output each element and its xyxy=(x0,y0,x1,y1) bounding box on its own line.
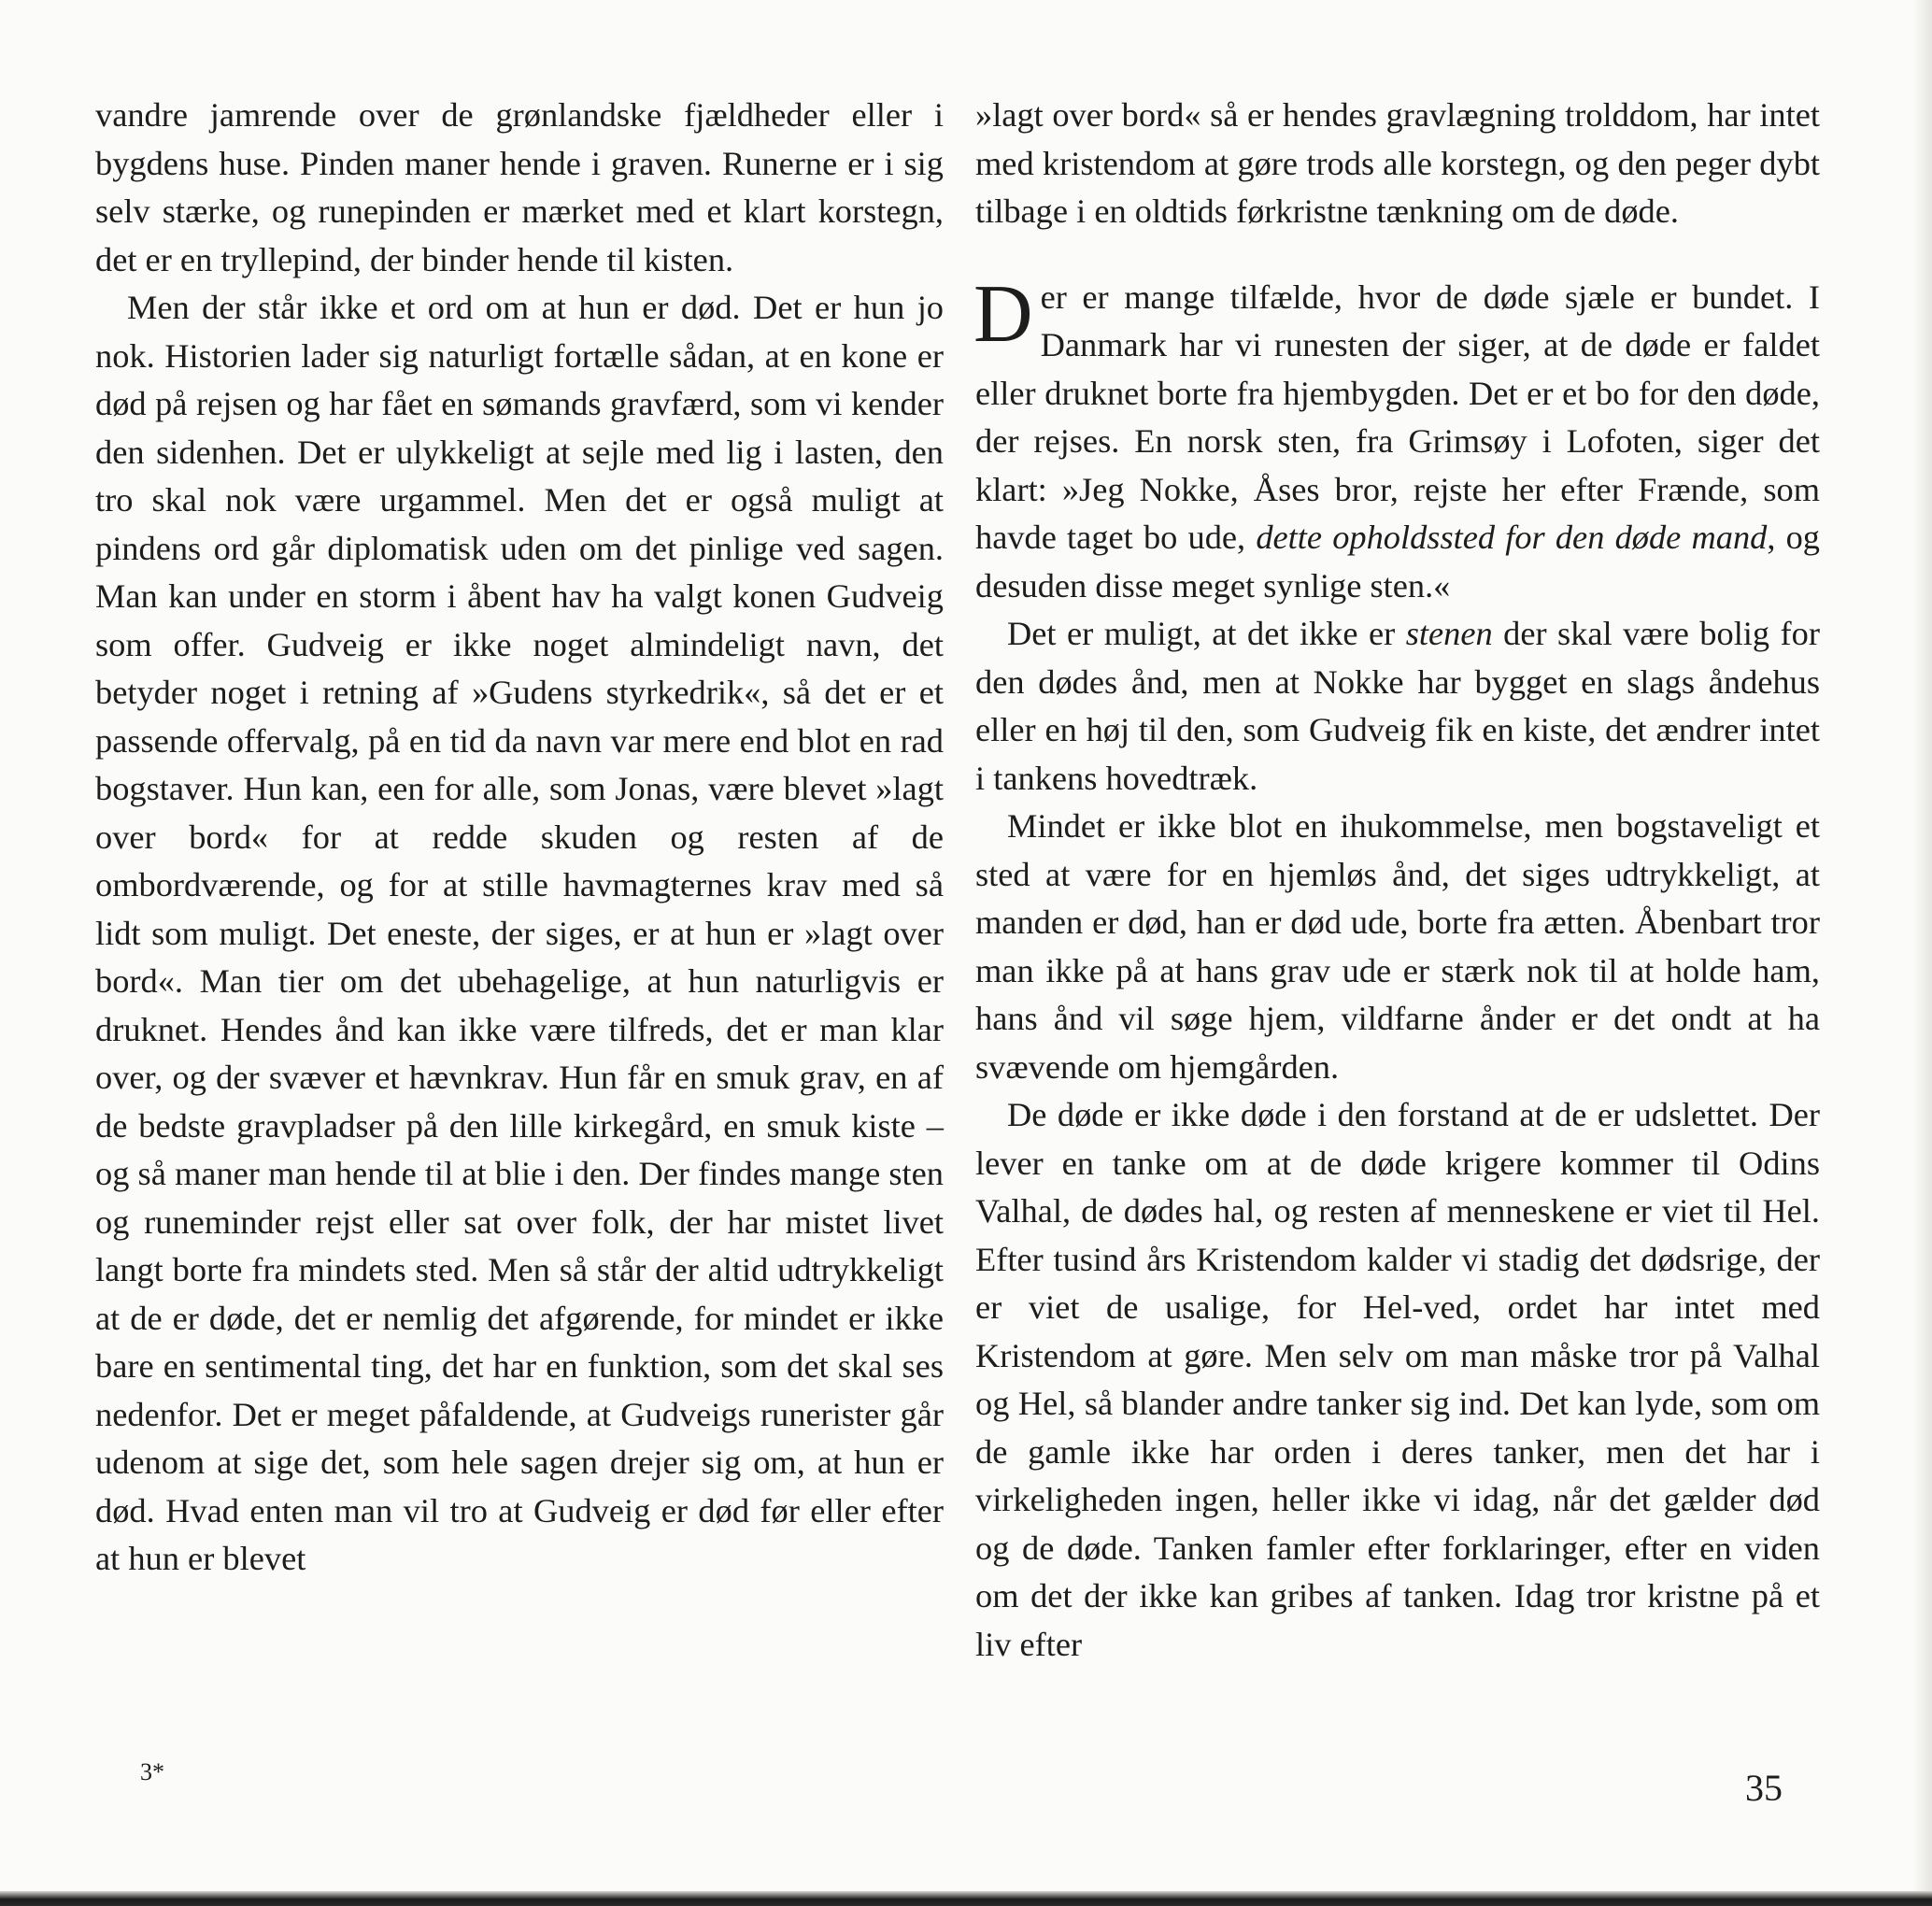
right-text-column xyxy=(975,92,1820,1669)
paragraph-right-4: Mindet er ikke blot en ihukommelse, men bogstaveligt et sted at være for en hjemløs ånd, det siges udtrykkeligt, at manden er død, han er død ude, borte fra ætten. Åbenbart tror man ikke på at hans grav ude er stærk nok til at holde ham, hans ånd vil søge hjem, vildfarne ånder er det ondt at ha svævende om hjemgården. xyxy=(975,807,1820,1086)
page-bottom-edge xyxy=(0,1891,1932,1906)
paragraph-left-1: vandre jamrende over de grønlandske fjældheder eller i bygdens huse. Pinden maner hende i graven. Runerne er i sig selv stærke, og runepinden er mærket med et klart korstegn, det er en tryllepind, der binder hende til kisten. xyxy=(95,96,944,278)
left-text-column xyxy=(95,92,944,1584)
paragraph-right-2 xyxy=(973,268,1820,611)
paragraph-right-2-text-a: er er mange tilfælde, hvor de døde sjæle er bundet. I Danmark har vi runesten der siger, at de døde er faldet eller druknet borte fra hjembygden. Det er et bo for den døde, der rejses. En norsk sten, fra Grimsøy i Lofoten, siger det klart: »Jeg Nokke, Åses bror, rejste her efter Frænde, som havde taget bo ude, xyxy=(975,277,1820,556)
paragraph-right-2-italic: dette opholdssted for den døde mand xyxy=(1256,519,1768,556)
paragraph-right-3-italic: stenen xyxy=(1405,615,1493,652)
paragraph-right-1: »lagt over bord« så er hendes gravlægning trolddom, har intet med kristendom at gøre trods alle korstegn, og den peger dybt tilbage i en oldtids førkristne tænkning om de døde. xyxy=(975,96,1820,230)
page-edge-shadow xyxy=(1913,0,1932,1906)
paragraph-right-3-text-a: Det er muligt, at det ikke er xyxy=(1007,615,1406,652)
paragraph-right-2-text-b: , og desuden disse meget synlige sten.« xyxy=(975,519,1820,605)
paragraph-right-3 xyxy=(975,610,1820,803)
paragraph-left-2: Men der står ikke et ord om at hun er død. Det er hun jo nok. Historien lader sig naturligt fortælle sådan, at en kone er død på rejsen og har fået en sømands gravfærd, som vi kender den sidenhen. Det er ulykkeligt at sejle med lig i lasten, den tro skal nok være urgammel. Men det er også muligt at pindens ord går diplomatisk uden om det pinlige ved sagen. Man kan under en storm i åbent hav ha valgt konen Gudveig som offer. Gudveig er ikke noget almindeligt navn, det betyder noget i retning af »Gudens styrkedrik«, så det er et passende offervalg, på en tid da navn var mere end blot en rad bogstaver. Hun kan, een for alle, som Jonas, være blevet »lagt over bord« for at redde skuden og resten af de ombordværende, og for at stille havmagternes krav med så lidt som muligt. Det eneste, der siges, er at hun er »lagt over bord«. Man tier om det ubehagelige, at hun naturligvis er druknet. Hendes ånd kan ikke være tilfreds, det er man klar over, og der svæver et hævnkrav. Hun får en smuk grav, en af de bedste gravpladser på den lille kirkegård, en smuk kiste – og så maner man hende til at blie i den. Der findes mange sten og runeminder rejst eller sat over folk, der har mistet livet langt borte fra mindets sted. Men så står der altid udtrykkeligt at de er døde, det er nemlig det afgørende, for mindet er ikke bare en sentimental ting, det har en funktion, som det skal ses nedenfor. Det er meget påfaldende, at Gudveigs runerister går udenom at sige det, som hele sagen drejer sig om, at hun er død. Hvad enten man vil tro at Gudveig er død før eller efter at hun er blevet xyxy=(95,289,944,1577)
paragraph-right-5: De døde er ikke døde i den forstand at de er udslettet. Der lever en tanke om at de døde krigere kommer til Odins Valhal, de dødes hal, og resten af menneskene er viet til Hel. Efter tusind års Kristendom kalder vi stadig det dødsrige, der er viet de usalige, for Hel-ved, ordet har intet med Kristendom at gøre. Men selv om man måske tror på Valhal og Hel, så blander andre tanker sig ind. Det kan lyde, som om de gamle ikke har orden i deres tanker, men det har i virkeligheden ingen, heller ikke vi idag, når det gælder død og de døde. Tanken famler efter forklaringer, efter en viden om det der ikke kan gribes af tanken. Idag tror kristne på et liv efter xyxy=(975,1096,1820,1663)
paragraph-right-3-text-b: der skal være bolig for den dødes ånd, men at Nokke har bygget en slags åndehus eller en høj til den, som Gudveig fik en kiste, det ændrer intet i tankens hovedtræk. xyxy=(975,615,1820,797)
signature-mark: 3* xyxy=(140,1758,164,1785)
page-number: 35 xyxy=(1745,1767,1783,1809)
drop-cap-letter: D xyxy=(973,268,1033,360)
